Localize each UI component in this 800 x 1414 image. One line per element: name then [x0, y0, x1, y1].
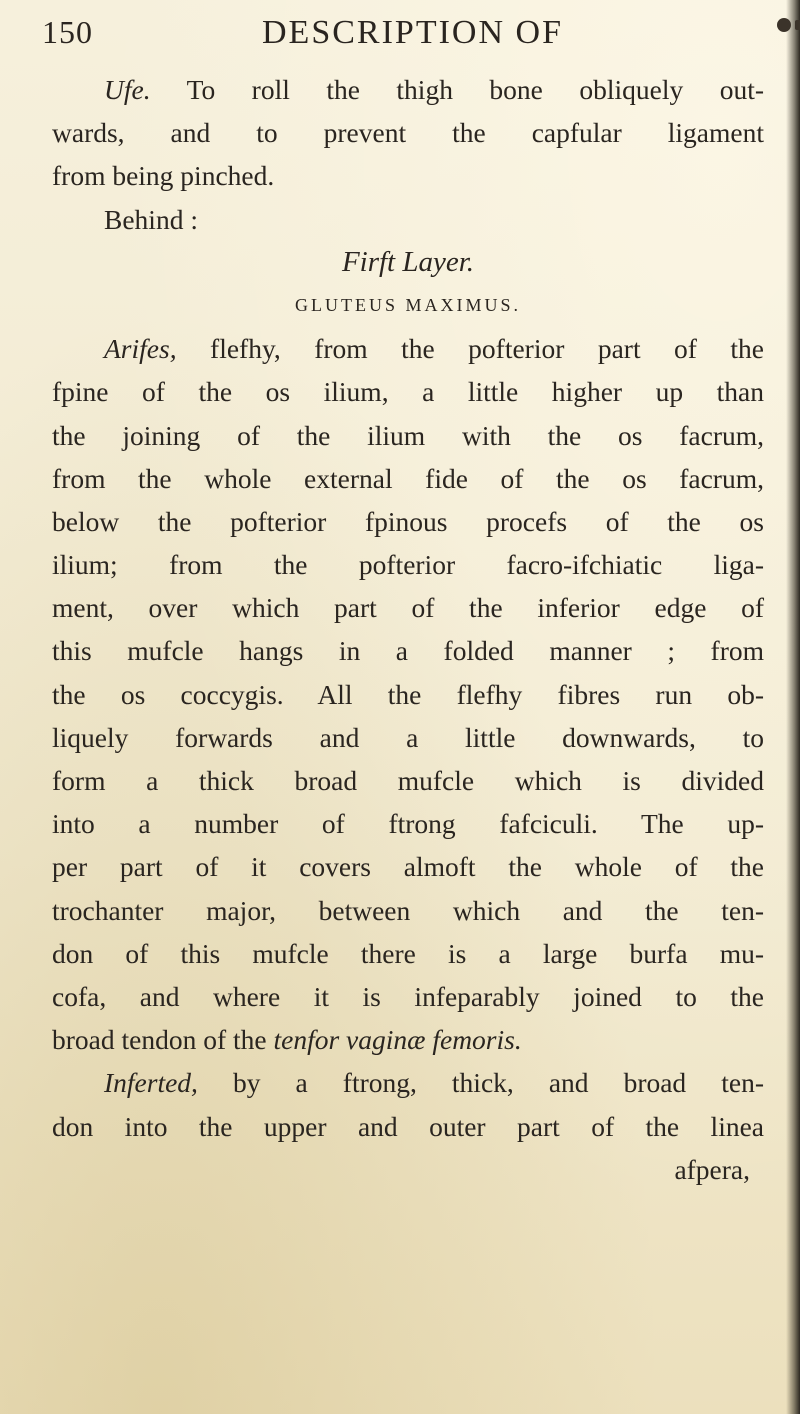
use-label: Ufe.	[104, 74, 151, 105]
text-line: ilium; from the pofterior facro-ifchiatic liga-	[52, 549, 764, 581]
muscle-name-heading: GLUTEUS MAXIMUS.	[294, 294, 521, 315]
text-line: don of this mufcle there is a large burfa mu-	[52, 937, 764, 969]
page-header	[42, 8, 742, 58]
text-line: below the pofterior fpinous procefs of the os	[52, 505, 764, 537]
text-line: form a thick broad mufcle which is divided	[52, 765, 764, 796]
page-number: 150	[42, 14, 93, 50]
text-line: wards, and to prevent the capfular ligament	[52, 117, 764, 149]
inserted-text: by a ftrong, thick, and broad ten-	[232, 1067, 764, 1099]
catchword-line: afpera,	[674, 1153, 750, 1185]
text-line	[52, 1061, 764, 1104]
text-line: into a number of ftrong fafciculi. The up-	[52, 808, 764, 840]
text-line: this mufcle hangs in a folded manner ; from	[52, 635, 764, 667]
use-text: To roll the thigh bone obliquely out-	[186, 74, 764, 105]
arifes-label: Arifes,	[104, 333, 177, 365]
text-line: liquely forwards and a little downwards, to	[52, 721, 764, 753]
text-line: cofa, and where it is infeparably joined to the	[52, 980, 764, 1012]
body-text	[52, 68, 764, 1191]
line-23-pre: broad tendon of the	[52, 1024, 267, 1056]
text-line: from being pinched.	[52, 160, 275, 192]
running-head: DESCRIPTION OF	[262, 14, 563, 51]
text-line: trochanter major, between which and the ten-	[52, 894, 764, 926]
text-line: ment, over which part of the inferior edge of	[52, 592, 764, 624]
text-line: the os coccygis. All the flefhy fibres run ob-	[52, 678, 764, 710]
text-line	[52, 68, 764, 111]
behind-label: Behind :	[104, 203, 198, 235]
text-line: per part of it covers almoft the whole of the	[52, 851, 764, 883]
text-line	[52, 327, 764, 370]
text-line	[52, 1018, 764, 1061]
page-edge-shadow	[786, 0, 800, 1414]
text-line: the joining of the ilium with the os facrum,	[52, 419, 764, 451]
layer-heading: Firft Layer.	[341, 245, 475, 278]
ink-blot-mark	[777, 18, 791, 32]
text-line: fpine of the os ilium, a little higher up than	[52, 376, 764, 408]
inserted-label: Inferted,	[104, 1067, 198, 1099]
line-23-italic: tenfor vaginæ femoris.	[273, 1024, 522, 1056]
text-line: from the whole external fide of the os facrum,	[52, 462, 764, 494]
text-line: don into the upper and outer part of the linea	[52, 1110, 764, 1142]
arifes-text: flefhy, from the pofterior part of the	[210, 333, 764, 365]
